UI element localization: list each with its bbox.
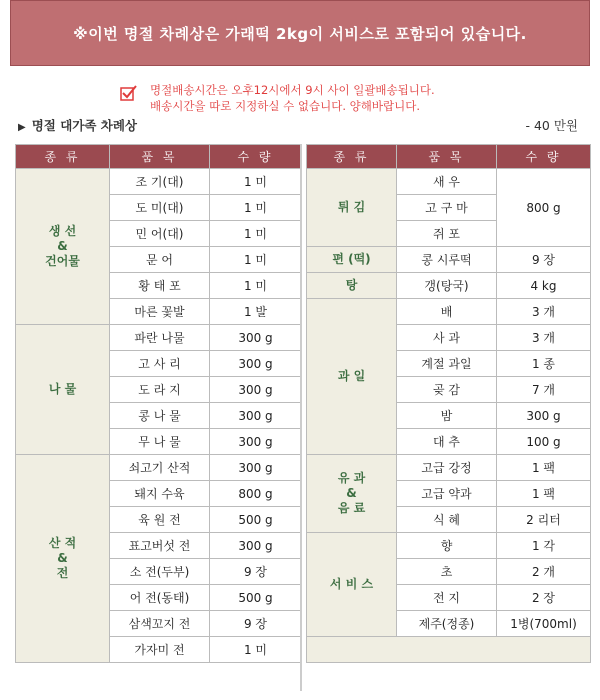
table-row bbox=[16, 455, 302, 481]
table-row bbox=[307, 455, 591, 481]
qty-cell: 3 개 bbox=[497, 325, 591, 351]
category-namul: 나 물 bbox=[16, 325, 110, 455]
item-cell: 사 과 bbox=[397, 325, 497, 351]
category-tteok: 편 (떡) bbox=[307, 247, 397, 273]
set-title: 명절 대가족 차례상 bbox=[31, 118, 138, 133]
item-cell: 갱(탕국) bbox=[397, 273, 497, 299]
qty-cell: 1 미 bbox=[210, 221, 302, 247]
item-cell: 삼색꼬지 전 bbox=[110, 611, 210, 637]
qty-cell: 9 장 bbox=[210, 559, 302, 585]
category-service: 서 비 스 bbox=[307, 533, 397, 637]
qty-cell: 2 리터 bbox=[497, 507, 591, 533]
qty-cell: 300 g bbox=[210, 403, 302, 429]
item-cell: 도 미(대) bbox=[110, 195, 210, 221]
item-cell: 민 어(대) bbox=[110, 221, 210, 247]
qty-cell: 4 kg bbox=[497, 273, 591, 299]
header-category: 종 류 bbox=[307, 145, 397, 169]
qty-cell: 100 g bbox=[497, 429, 591, 455]
item-cell: 고 사 리 bbox=[110, 351, 210, 377]
category-fish-label: 생 선 & 건어물 bbox=[45, 224, 80, 268]
item-cell: 대 추 bbox=[397, 429, 497, 455]
qty-cell: 9 장 bbox=[210, 611, 302, 637]
table-row bbox=[307, 247, 591, 273]
item-cell: 황 태 포 bbox=[110, 273, 210, 299]
header-item: 품 목 bbox=[110, 145, 210, 169]
item-cell: 새 우 bbox=[397, 169, 497, 195]
item-cell: 쥐 포 bbox=[397, 221, 497, 247]
item-cell: 가자미 전 bbox=[110, 637, 210, 663]
qty-cell: 1 미 bbox=[210, 195, 302, 221]
qty-cell: 300 g bbox=[210, 455, 302, 481]
table-header-row bbox=[307, 145, 591, 169]
item-cell: 고 구 마 bbox=[397, 195, 497, 221]
qty-cell: 7 개 bbox=[497, 377, 591, 403]
item-cell: 배 bbox=[397, 299, 497, 325]
qty-cell: 1 팩 bbox=[497, 481, 591, 507]
item-cell: 전 지 bbox=[397, 585, 497, 611]
category-sanjeok-label: 산 적 & 전 bbox=[48, 536, 77, 580]
item-cell: 돼지 수육 bbox=[110, 481, 210, 507]
category-fish bbox=[16, 169, 110, 325]
empty-row bbox=[307, 637, 591, 663]
item-cell: 계절 과일 bbox=[397, 351, 497, 377]
qty-cell: 2 장 bbox=[497, 585, 591, 611]
table-row bbox=[307, 273, 591, 299]
item-cell: 고급 강정 bbox=[397, 455, 497, 481]
qty-cell: 1 미 bbox=[210, 637, 302, 663]
qty-cell: 1 미 bbox=[210, 273, 302, 299]
item-cell: 어 전(동태) bbox=[110, 585, 210, 611]
item-cell: 마른 꽃발 bbox=[110, 299, 210, 325]
category-drink-label: 유 과 & 음 료 bbox=[337, 471, 366, 515]
qty-cell: 1 발 bbox=[210, 299, 302, 325]
category-fruit: 과 일 bbox=[307, 299, 397, 455]
table-row bbox=[307, 169, 591, 195]
qty-cell: 1 팩 bbox=[497, 455, 591, 481]
item-cell: 곶 감 bbox=[397, 377, 497, 403]
triangle-marker-icon: ▶ bbox=[18, 122, 26, 133]
qty-cell: 300 g bbox=[210, 325, 302, 351]
category-drink bbox=[307, 455, 397, 533]
checkbox-check-icon bbox=[120, 84, 138, 102]
item-cell: 문 어 bbox=[110, 247, 210, 273]
item-cell: 무 나 물 bbox=[110, 429, 210, 455]
item-cell: 콩 나 물 bbox=[110, 403, 210, 429]
item-cell: 고급 약과 bbox=[397, 481, 497, 507]
item-cell: 표고버섯 전 bbox=[110, 533, 210, 559]
header-qty: 수 량 bbox=[210, 145, 302, 169]
qty-cell: 800 g bbox=[210, 481, 302, 507]
qty-cell: 300 g bbox=[210, 533, 302, 559]
item-cell: 조 기(대) bbox=[110, 169, 210, 195]
item-cell: 파란 나물 bbox=[110, 325, 210, 351]
item-cell: 초 bbox=[397, 559, 497, 585]
qty-cell: 2 개 bbox=[497, 559, 591, 585]
right-menu-table bbox=[306, 144, 591, 663]
notice-line-2: 배송시간을 따로 지정하실 수 없습니다. 양해바랍니다. bbox=[150, 99, 420, 113]
promo-banner-text: ※이번 명절 차례상은 가래떡 2kg이 서비스로 포함되어 있습니다. bbox=[73, 24, 527, 43]
item-cell: 쇠고기 산적 bbox=[110, 455, 210, 481]
qty-cell: 9 장 bbox=[497, 247, 591, 273]
qty-cell: 1병(700ml) bbox=[497, 611, 591, 637]
table-row bbox=[307, 299, 591, 325]
header-item: 품 목 bbox=[397, 145, 497, 169]
table-row bbox=[16, 325, 302, 351]
item-cell: 식 혜 bbox=[397, 507, 497, 533]
item-cell: 향 bbox=[397, 533, 497, 559]
item-cell: 밤 bbox=[397, 403, 497, 429]
qty-cell: 300 g bbox=[497, 403, 591, 429]
qty-cell: 1 각 bbox=[497, 533, 591, 559]
delivery-notice bbox=[120, 82, 540, 114]
qty-cell: 300 g bbox=[210, 377, 302, 403]
qty-cell: 300 g bbox=[210, 351, 302, 377]
set-heading bbox=[18, 116, 578, 134]
item-cell: 제주(정종) bbox=[397, 611, 497, 637]
table-row bbox=[16, 169, 302, 195]
qty-cell: 500 g bbox=[210, 585, 302, 611]
category-tang: 탕 bbox=[307, 273, 397, 299]
qty-cell: 1 종 bbox=[497, 351, 591, 377]
item-cell: 육 원 전 bbox=[110, 507, 210, 533]
item-cell: 소 전(두부) bbox=[110, 559, 210, 585]
qty-cell: 300 g bbox=[210, 429, 302, 455]
notice-line-1: 명절배송시간은 오후12시에서 9시 사이 일괄배송됩니다. bbox=[150, 83, 435, 97]
qty-cell: 1 미 bbox=[210, 247, 302, 273]
item-cell: 콩 시루떡 bbox=[397, 247, 497, 273]
qty-cell: 3 개 bbox=[497, 299, 591, 325]
qty-cell: 500 g bbox=[210, 507, 302, 533]
qty-cell: 1 미 bbox=[210, 169, 302, 195]
qty-cell-twigim: 800 g bbox=[497, 169, 591, 247]
set-price: - 40 만원 bbox=[525, 118, 578, 133]
category-sanjeok bbox=[16, 455, 110, 663]
header-qty: 수 량 bbox=[497, 145, 591, 169]
item-cell: 도 라 지 bbox=[110, 377, 210, 403]
header-category: 종 류 bbox=[16, 145, 110, 169]
promo-banner bbox=[10, 0, 590, 66]
left-menu-table bbox=[15, 144, 302, 663]
table-header-row bbox=[16, 145, 302, 169]
column-divider bbox=[300, 144, 302, 691]
table-row bbox=[307, 637, 591, 663]
table-row bbox=[307, 533, 591, 559]
category-twigim: 튀 김 bbox=[307, 169, 397, 247]
